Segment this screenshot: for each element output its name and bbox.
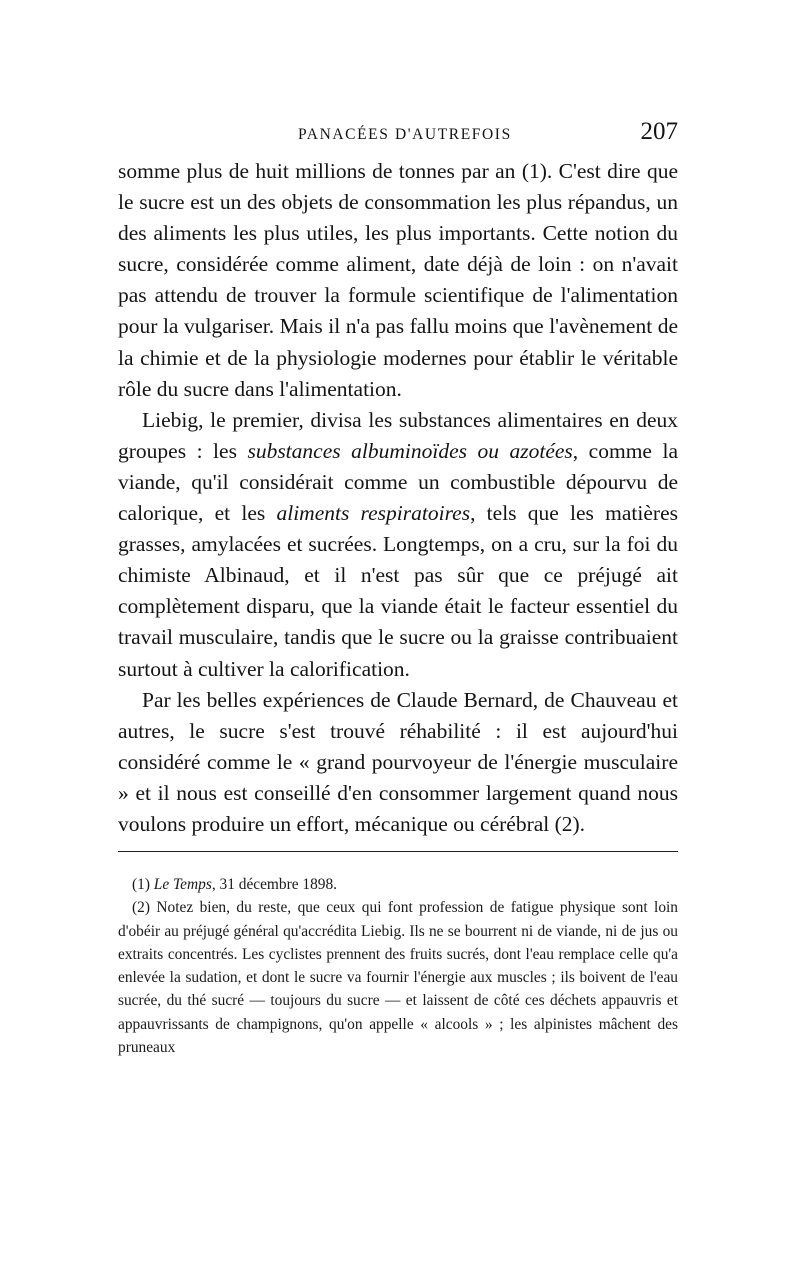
running-title: PANACÉES D'AUTREFOIS xyxy=(298,126,512,143)
footnotes xyxy=(118,873,678,1059)
paragraph xyxy=(118,685,678,840)
paragraph xyxy=(118,156,678,405)
main-text xyxy=(118,156,678,840)
paragraph-text: , comme la viande, qu'il considérait comme un combustible dépourvu de calorique, et les xyxy=(118,438,678,526)
footnote-text: Notez bien, du reste, que ceux qui font profession de fatigue physique sont loin d'obéir au préjugé général qu'accrédita Liebig. Ils ne se bourrent ni de viande, ni de jus ou extraits concentrés. Les cyclistes prennent des fruits sucrés, dont l'eau remplace celle qu'a enlevée la sudation, et dont le sucre va fournir l'énergie aux muscles ; ils boivent de l'eau sucrée, du thé sucré — toujours du sucre — et laissent de côté ces déchets appauvris et appauvrissants de champignons, qu'on appelle « alcools » ; les alpinistes mâchent des pruneaux xyxy=(118,899,678,1057)
running-header xyxy=(118,118,678,146)
paragraph-text: Liebig, le premier, divisa les substances alimentaires en deux groupes : les xyxy=(118,407,678,463)
footnote xyxy=(118,873,678,896)
footnote xyxy=(118,896,678,1059)
paragraph xyxy=(118,405,678,685)
footnote-italic: Le Temps xyxy=(153,876,212,893)
paragraph-text: somme plus de huit millions de tonnes par an (1). C'est dire que le sucre est un des objets de consommation les plus répandus, un des aliments les plus utiles, les plus importants. Cette notion du sucre, considérée comme aliment, date déjà de loin : on n'avait pas attendu de trouver la formule scientifique de l'alimentation pour la vulgariser. Mais il n'a pas fallu moins que l'avènement de la chimie et de la physiologie modernes pour établir le véritable rôle du sucre dans l'alimentation. xyxy=(118,159,678,401)
footnote-marker: (1) xyxy=(132,876,154,893)
footnote-marker: (2) xyxy=(132,899,157,917)
page-number: 207 xyxy=(640,118,678,145)
paragraph-text: Par les belles expériences de Claude Bernard, de Chauveau et autres, le sucre s'est trouvé réhabilité : il est aujourd'hui considéré comme le « grand pourvoyeur de l'énergie musculaire » et il nous est conseillé d'en consommer largement quand nous voulons produire un effort, mécanique ou cérébral (2). xyxy=(118,687,678,836)
italic-term: aliments respiratoires xyxy=(276,501,471,526)
footnote-text: , 31 décembre 1898. xyxy=(211,876,338,893)
italic-term: substances albuminoïdes ou azotées xyxy=(247,438,573,463)
footnote-separator xyxy=(118,851,678,852)
paragraph-text: , tels que les matières grasses, amylacées et sucrées. Longtemps, on a cru, sur la foi du chimiste Albinaud, et il n'est pas sûr que ce préjugé ait complètement disparu, que la viande était le facteur essentiel du travail musculaire, tandis que le sucre ou la graisse contribuaient surtout à cultiver la calorification. xyxy=(118,501,678,681)
